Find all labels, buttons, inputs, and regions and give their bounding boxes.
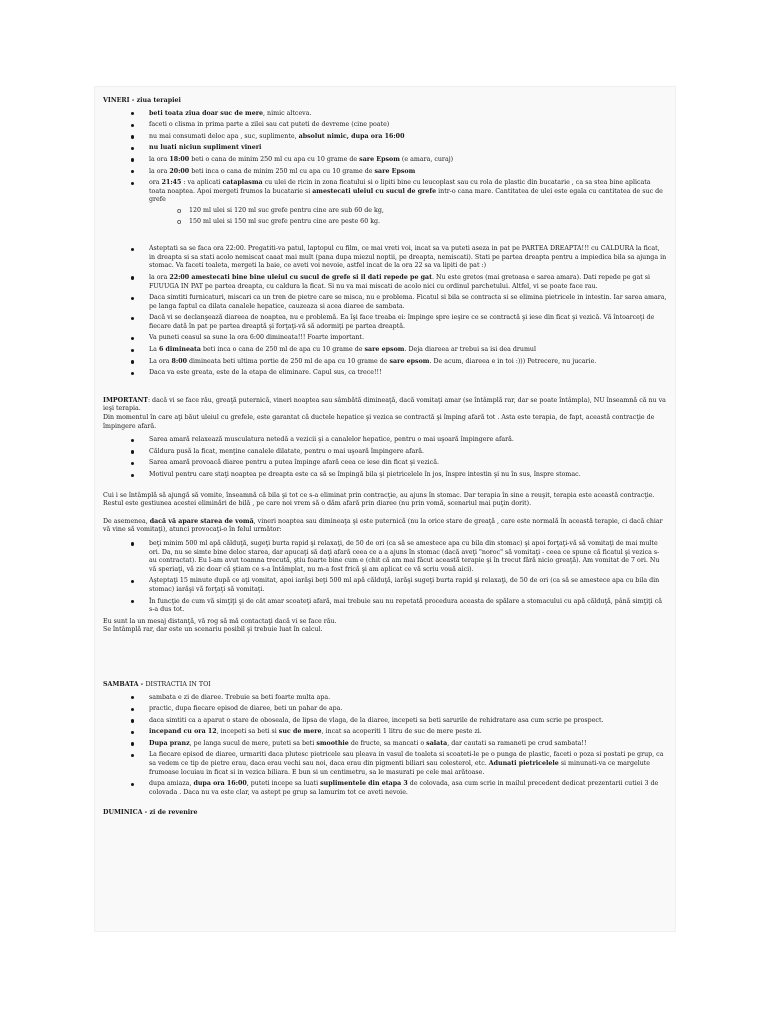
list-item: La 6 dimineata beti inca o cana de 250 ml de apa cu 10 grame de sare epsom. Deja diareea ar trebui sa isi dea drumul [103,346,667,355]
list-item: Dupa pranz, pe langa sucul de mere, puteti sa beti smoothie de fructe, sa mancati o salata, dar cautati sa ramaneti pe crud sambata!! [103,740,667,749]
paragraph: Eu sunt la un mesaj distanţă, vă rog să mă contactaţi dacă vi se face rău. [103,617,337,625]
list-item: beţi minim 500 ml apă călduţă, sugeţi burta rapid şi relaxaţi, de 50 de ori (ca să se amestece apa cu bila din stomac) şi apoi forţaţi-vă să vomitaţi de mai multe ori. Da, nu se simte bine deloc starea, dar apucaţi să daţi afară ceea ce a a ajuns în stomac (dacă aveţi "noroc" să vomitaţi - ceea ce spune că ficatul şi vezica s-au contractat). Eu l-am avut toamna trecută, ştiu foarte bine cum e (chit că am mai făcut această terapie şi în trecut fără nicio greaţă). Am vomitat de 7 ori. Nu vă speriaţi, vă zic doar că ştiam ce s-a întâmplat, nu m-a fost frică şi am aplicat ce vă scriu vouă aici). [103,540,667,574]
document-page [94,86,676,932]
list-item: nu luati niciun supliment vineri [103,144,667,153]
paragraph: De asemenea, dacă vă apare starea de vomă, vineri noaptea sau dimineaţa şi este puternică (nu la orice stare de greaţă , care este normală în această terapie, ci dacă chiar vă vine să vomitaţi), atunci provocaţi-o în felul următor: [103,517,663,534]
list-item: Motivul pentru care staţi noaptea pe dreapta este ca să se împingă bila şi pietricelele în jos, înspre intestin şi nu în sus, înspre stomac. [103,471,667,480]
friday-night-list [103,245,667,378]
list-item: Sarea amară provoacă diaree pentru a putea împinge afară ceea ce iese din ficat şi vezică. [103,459,667,468]
important-list [103,436,667,479]
list-item: dupa amiaza, dupa ora 16:00, puteti incepe sa luati suplimentele din etapa 3 de colovada, asa cum scrie in mailul precedent dedicat prezentarii cutiei 3 de colovada . Daca nu va este clar, va astept pe grup sa lamurim tot ce aveti nevoie. [103,780,667,797]
list-item: sambata e zi de diaree. Trebuie sa beti foarte multa apa. [103,694,667,703]
list-item: Daca simtiti furnicaturi, miscari ca un tren de pietre care se misca, nu e problema. Ficatul si bila se contracta si se elimina pietricele in intestin. Iar sarea amara, pe langa faptul ca dilata canalele hepatice, cauzeaza si acea diaree de sambata. [103,294,667,311]
list-item: La fiecare episod de diaree, urmariti daca plutesc pietricele sau pleava in vasul de toaleta si scoateti-le pe o punga de plastic, faceti o poza si postati pe grup, ca sa vedem ce tip de pietre erau, daca erau vechi sau noi, daca erau din pigmenti biliari sau colesterol, etc. Adunati pietricelele si minunati-va ce margelute frumoase locuiau in ficat si in vezica biliara. E bun si un centimetru, sa le masurati pe cele mai arătoase. [103,751,667,777]
list-item: Va puneti ceasul sa sune la ora 6:00 dimineata!!! Foarte important. [103,334,667,343]
important-paragraph: IMPORTANT: dacă vi se face rău, greaţă puternică, vineri noaptea sau sâmbătă dimineaţă, dacă vomitaţi amar (se întâmplă rar, dar se poate întâmpla), NU înseamnă că nu va ieşi terapia. [103,396,666,413]
saturday-list [103,694,667,798]
list-item: incepand cu ora 12, incepeti sa beti si suc de mere, incat sa acoperiti 1 litru de suc de mere peste zi. [103,728,667,737]
list-item: o 120 ml ulei si 120 ml suc grefe pentru cine are sub 60 de kg, [149,207,667,216]
list-item: la ora 20:00 beti inca o cana de minim 250 ml cu apa cu 10 grame de sare Epsom [103,168,667,177]
vomit-procedure-list [103,540,667,615]
list-item: Dacă vi se declanşează diareea de noaptea, nu e problemă. Ea îşi face treaba ei: împinge spre ieşire ce se contractă şi iese din ficat şi vezică. Vă întoarceţi de fiecare dată în pat pe partea dreaptă şi forţaţi-vă să adormiţi pe partea dreaptă. [103,314,667,331]
paragraph: Se întâmplă rar, dar este un scenariu posibil şi trebuie luat în calcul. [103,626,323,634]
saturday-heading: SAMBATA - DISTRACTIA IN TOI [103,680,211,688]
list-item: beti toata ziua doar suc de mere, nimic altceva. [103,110,667,119]
list-item: faceti o clisma in prima parte a zilei sau cat puteti de devreme (cine poate) [103,121,667,130]
list-item: În funcţie de cum vă simţiţi şi de cât amar scoateţi afară, mai trebuie sau nu repetată procedura aceasta de spălare a stomacului cu apă călduţă, până simţiţi că s-a dus tot. [103,598,667,615]
list-item: Daca va este greata, este de la etapa de eliminare. Capul sus, ca trece!!! [103,369,667,378]
friday-heading: VINERI - ziua terapiei [103,97,181,104]
list-item: Sarea amară relaxează musculatura netedă a vezicii şi a canalelor hepatice, pentru o mai uşoară împingere afară. [103,436,667,445]
list-item: la ora 18:00 beti o cana de minim 250 ml cu apa cu 10 grame de sare Epsom (e amara, curaj) [103,156,667,165]
list-item: daca simtiti ca a aparut o stare de oboseala, de lipsa de vlaga, de la diaree, incepeti sa beti sarurile de rehidratare asa cum scrie pe prospect. [103,717,667,726]
list-item: Căldura pusă la ficat, menţine canalele dilatate, pentru o mai uşoară împingere afară. [103,448,667,457]
list-item: La ora 8:00 dimineata beti ultima portie de 250 ml de apa cu 10 grame de sare epsom. De acum, diareea e in toi :))) Petrecere, nu jucarie. [103,358,667,367]
sunday-heading: DUMINICA - zi de revenire [103,809,198,817]
list-item: la ora 22:00 amestecati bine bine uleiul cu sucul de grefe si il dati repede pe gat. Nu este gretos (mai gretoasa e sarea amara). Dati repede pe gat si FUUUGA IN PAT pe partea dreapta, cu caldura la ficat. Si nu va mai miscati de acolo nici cu ordinul parchetului. Altfel, vi se poate face rau. [103,274,667,291]
list-item: Asteptati sa se faca ora 22:00. Pregatiti-va patul, laptopul cu film, ce mai vreti voi, incat sa va puteti aseza in pat pe PARTEA DREAPTA!!! cu CALDURA la ficat, in dreapta si sa stati acolo nemiscat caaat mai mult (pana dupa miezul noptii, pe dreapta, nemiscati). Stati pe partea dreapta pentru a impiedica bila sa ajunga in stomac. Va faceti toaleta, mergeti la baie, ce aveti voi nevoie, astfel incat de la ora 22 sa va lipiti de pat :) [103,245,667,271]
list-item: o 150 ml ulei si 150 ml suc grefe pentru cine are peste 60 kg. [149,218,667,227]
list-item: Aşteptaţi 15 minute după ce aţi vomitat, apoi iarăşi beţi 500 ml apă călduţă, iarăşi sugeţi burta rapid şi relaxaţi, de 50 de ori (ca să se amestece apa cu bila din stomac) iarăşi vă forţaţi să vomitaţi. [103,577,667,594]
paragraph: Cui i se întâmplă să ajungă să vomite, înseamnă că bila şi tot ce s-a eliminat prin contracţie, au ajuns în stomac. Dar terapia în sine a reuşit, terapia este această contracţie. Restul este gestiunea acestei eliminări de bilă , pe care noi vrem să o dăm afară prin diaree (nu prin vomă, scenariul mai puţin dorit). [103,491,655,508]
list-item: ora 21:45 : va aplicati cataplasma cu ulei de ricin in zona ficatului si o lipiti bine cu leucoplast sau cu rola de plastic din bucatarie , ca sa stea bine aplicata toata noaptea. Apoi mergeti frumos la bucatarie si amestecati uleiul cu sucul de grefe intr-o cana mare. Cantitatea de ulei este egala cu cantitatea de suc de grefe o 120 ml ulei si 120 ml suc grefe pentru cine are sub 60 de kg, o 150 ml ulei si 150 ml suc grefe pentru cine are peste 60 kg. [103,179,667,226]
paragraph: Din momentul în care aţi băut uleiul cu grefele, este garantat că ductele hepatice şi vezica se contractă şi împing afară tot . Asta este terapia, de fapt, această contracţie de împingere afară. [103,414,655,430]
oil-quantity-sublist [149,207,667,226]
list-item: nu mai consumati deloc apa , suc, suplimente, absolut nimic, dupa ora 16:00 [103,133,667,142]
friday-list [103,110,667,227]
list-item: practic, dupa fiecare episod de diaree, beti un pahar de apa. [103,705,667,714]
